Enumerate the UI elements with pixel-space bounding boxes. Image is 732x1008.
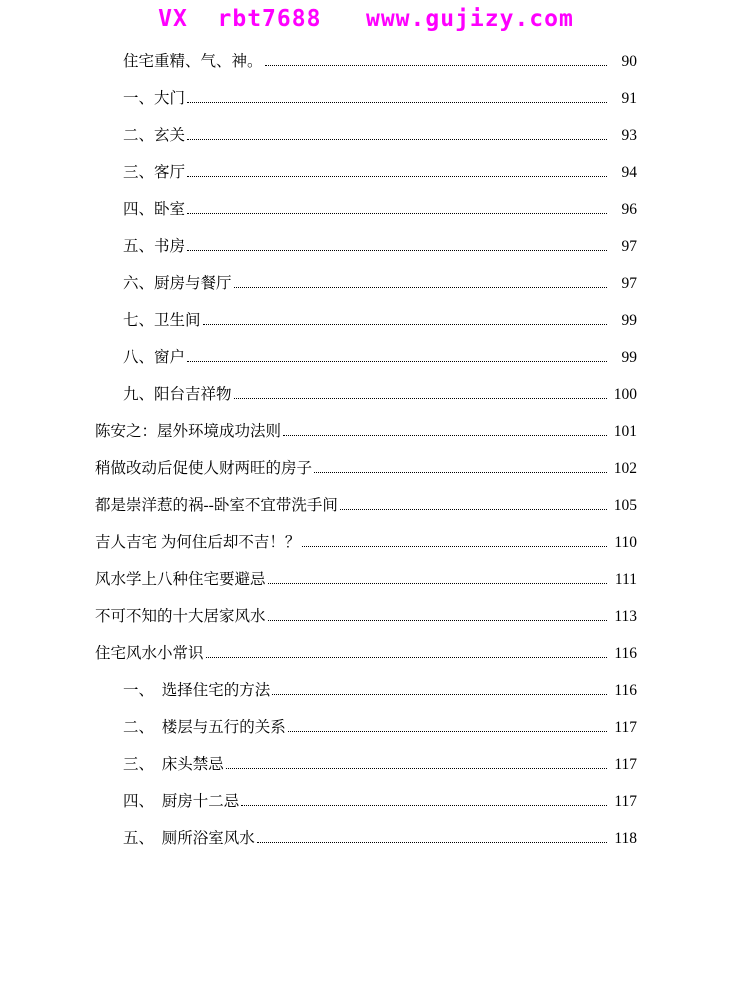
toc-leader-dots bbox=[265, 64, 607, 66]
toc-entry-label: 三、 床头禁忌 bbox=[123, 756, 224, 773]
toc-entry-label: 吉人吉宅 为何住后却不吉！？ bbox=[95, 534, 301, 551]
toc-leader-dots bbox=[302, 545, 607, 547]
toc-entry[interactable] bbox=[95, 202, 637, 218]
toc-entry-page: 100 bbox=[613, 386, 637, 403]
watermark-text: VX rbt7688 www.gujizy.com bbox=[158, 6, 574, 32]
toc-entry-label: 一、大门 bbox=[123, 90, 186, 107]
toc-entry-page: 90 bbox=[621, 53, 637, 70]
toc-entry-page: 113 bbox=[614, 608, 637, 625]
toc-entry-page: 111 bbox=[614, 571, 637, 588]
toc-entry[interactable] bbox=[95, 609, 637, 625]
toc-entry-page: 117 bbox=[614, 756, 637, 773]
toc-entry-page: 116 bbox=[614, 682, 637, 699]
toc-entry-page: 110 bbox=[614, 534, 637, 551]
toc-leader-dots bbox=[272, 693, 607, 695]
toc-leader-dots bbox=[187, 138, 607, 140]
toc-entry-label: 七、卫生间 bbox=[123, 312, 201, 329]
toc-entry[interactable] bbox=[95, 572, 637, 588]
toc-entry-page: 93 bbox=[621, 127, 637, 144]
toc-entry[interactable] bbox=[95, 54, 637, 70]
toc-entry[interactable] bbox=[95, 128, 637, 144]
toc-leader-dots bbox=[206, 656, 607, 658]
toc-entry[interactable] bbox=[95, 646, 637, 662]
toc-entry-label: 三、客厅 bbox=[123, 164, 186, 181]
toc-leader-dots bbox=[226, 767, 607, 769]
toc-entry-label: 不可不知的十大居家风水 bbox=[95, 608, 266, 625]
toc-leader-dots bbox=[268, 582, 607, 584]
toc-entry-label: 二、 楼层与五行的关系 bbox=[123, 719, 286, 736]
toc-entry-label: 九、阳台吉祥物 bbox=[123, 386, 232, 403]
toc-leader-dots bbox=[340, 508, 607, 510]
toc-entry[interactable] bbox=[95, 313, 637, 329]
toc-entry-label: 一、 选择住宅的方法 bbox=[123, 682, 271, 699]
toc-entry[interactable] bbox=[95, 831, 637, 847]
toc-entry[interactable] bbox=[95, 424, 637, 440]
toc-entry-label: 六、厨房与餐厅 bbox=[123, 275, 232, 292]
toc-entry-page: 99 bbox=[621, 349, 637, 366]
toc-entry-label: 八、窗户 bbox=[123, 349, 186, 366]
toc-entry-label: 五、书房 bbox=[123, 238, 186, 255]
toc-entry-page: 117 bbox=[614, 719, 637, 736]
toc-entry-label: 四、卧室 bbox=[123, 201, 186, 218]
toc-entry[interactable] bbox=[95, 239, 637, 255]
toc-entry-page: 118 bbox=[614, 830, 637, 847]
toc-leader-dots bbox=[234, 286, 607, 288]
toc-entry-label: 风水学上八种住宅要避忌 bbox=[95, 571, 266, 588]
toc-leader-dots bbox=[187, 212, 607, 214]
toc-entry[interactable] bbox=[95, 165, 637, 181]
toc-leader-dots bbox=[268, 619, 607, 621]
toc-entry-label: 稍做改动后促使人财两旺的房子 bbox=[95, 460, 313, 477]
toc-entry-page: 105 bbox=[613, 497, 637, 514]
toc-entry[interactable] bbox=[95, 757, 637, 773]
toc-leader-dots bbox=[241, 804, 607, 806]
table-of-contents bbox=[0, 54, 732, 847]
toc-entry[interactable] bbox=[95, 387, 637, 403]
toc-entry-label: 四、 厨房十二忌 bbox=[123, 793, 240, 810]
toc-entry[interactable] bbox=[95, 794, 637, 810]
toc-entry-page: 96 bbox=[621, 201, 637, 218]
toc-entry-page: 91 bbox=[621, 90, 637, 107]
toc-entry[interactable] bbox=[95, 535, 637, 551]
toc-entry-page: 101 bbox=[613, 423, 637, 440]
toc-entry[interactable] bbox=[95, 276, 637, 292]
toc-entry-label: 陈安之：屋外环境成功法则 bbox=[95, 423, 282, 440]
toc-entry-label: 住宅风水小常识 bbox=[95, 645, 204, 662]
toc-entry-label: 都是崇洋惹的祸--卧室不宜带洗手间 bbox=[95, 497, 338, 514]
toc-leader-dots bbox=[187, 360, 607, 362]
toc-leader-dots bbox=[187, 175, 607, 177]
toc-entry-page: 117 bbox=[614, 793, 637, 810]
toc-entry[interactable] bbox=[95, 720, 637, 736]
toc-entry-label: 二、玄关 bbox=[123, 127, 186, 144]
toc-entry[interactable] bbox=[95, 350, 637, 366]
toc-leader-dots bbox=[288, 730, 607, 732]
toc-entry-page: 97 bbox=[621, 238, 637, 255]
toc-entry[interactable] bbox=[95, 683, 637, 699]
toc-entry[interactable] bbox=[95, 91, 637, 107]
toc-entry-page: 94 bbox=[621, 164, 637, 181]
toc-leader-dots bbox=[283, 434, 607, 436]
toc-entry-page: 97 bbox=[621, 275, 637, 292]
toc-leader-dots bbox=[187, 101, 607, 103]
toc-leader-dots bbox=[234, 397, 607, 399]
toc-entry-page: 99 bbox=[621, 312, 637, 329]
toc-entry[interactable] bbox=[95, 498, 637, 514]
toc-entry-label: 五、 厕所浴室风水 bbox=[123, 830, 255, 847]
toc-leader-dots bbox=[203, 323, 607, 325]
toc-entry-label: 住宅重精、气、神。 bbox=[123, 53, 263, 70]
toc-entry-page: 102 bbox=[613, 460, 637, 477]
toc-leader-dots bbox=[187, 249, 607, 251]
toc-entry-page: 116 bbox=[614, 645, 637, 662]
toc-leader-dots bbox=[314, 471, 607, 473]
toc-leader-dots bbox=[257, 841, 607, 843]
toc-entry[interactable] bbox=[95, 461, 637, 477]
